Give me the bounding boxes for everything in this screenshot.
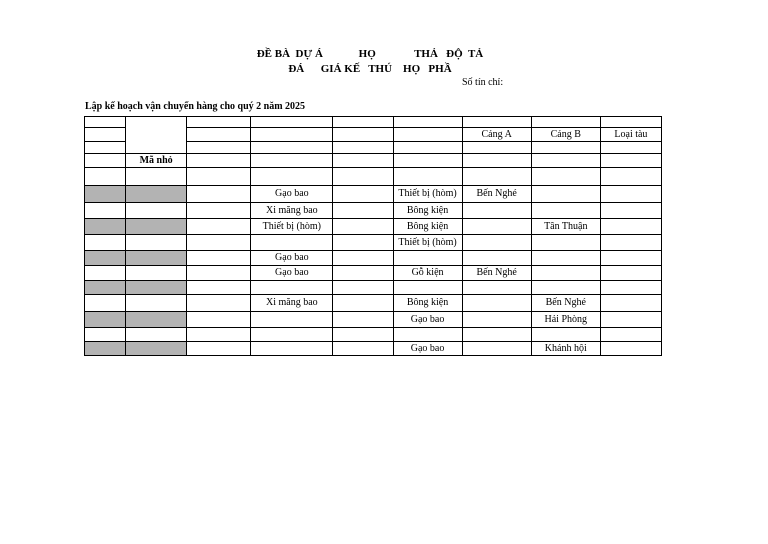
table-cell <box>393 128 462 142</box>
table-cell: Bến Nghé <box>462 266 531 281</box>
table-cell <box>600 281 661 295</box>
table-cell <box>251 142 333 154</box>
table-cell <box>333 312 393 328</box>
table-cell <box>531 328 600 342</box>
table-cell <box>393 251 462 266</box>
table-cell <box>85 142 126 154</box>
table-cell: Bến Nghé <box>462 186 531 203</box>
table-cell <box>126 203 187 219</box>
table-cell <box>462 281 531 295</box>
table-cell: Thiết bị (hòm) <box>251 219 333 235</box>
table-cell <box>85 235 126 251</box>
table-cell <box>333 266 393 281</box>
table-cell <box>251 168 333 186</box>
table-cell <box>531 142 600 154</box>
table-cell: Gỗ kiện <box>393 266 462 281</box>
table-cell <box>333 328 393 342</box>
table-cell: Bông kiện <box>393 219 462 235</box>
table-cell <box>126 281 187 295</box>
table-cell <box>187 128 251 142</box>
table-cell <box>333 154 393 168</box>
table-cell <box>333 235 393 251</box>
document-title-line-1: ĐỀ BÀ DỰ Á HỌ THẢ ĐỘ TẢ <box>256 48 484 60</box>
table-cell <box>85 251 126 266</box>
table-cell <box>187 186 251 203</box>
table-cell <box>85 295 126 312</box>
table-cell: Thiết bị (hòm) <box>393 235 462 251</box>
table-cell <box>600 295 661 312</box>
table-cell: Gạo bao <box>393 342 462 356</box>
table-cell <box>251 312 333 328</box>
table-cell <box>251 342 333 356</box>
table-cell <box>600 117 661 128</box>
table-cell <box>393 154 462 168</box>
table-cell <box>187 219 251 235</box>
table-row <box>85 235 662 251</box>
table-cell <box>531 203 600 219</box>
table-cell <box>85 186 126 203</box>
table-cell <box>531 117 600 128</box>
table-cell <box>333 203 393 219</box>
table-cell <box>85 266 126 281</box>
table-cell <box>187 342 251 356</box>
table-header-row <box>85 142 662 154</box>
table-cell <box>126 168 187 186</box>
table-cell <box>531 168 600 186</box>
table-cell: Xi măng bao <box>251 295 333 312</box>
table-row <box>85 328 662 342</box>
table-header-row <box>85 128 662 142</box>
table-cell <box>126 266 187 281</box>
table-cell <box>462 235 531 251</box>
table-cell <box>333 117 393 128</box>
document-title-line-2: ĐÁ GIÁ KẾ THÚ HỌ PHẦ <box>288 63 452 75</box>
table-cell <box>126 235 187 251</box>
table-cell <box>600 154 661 168</box>
table-cell <box>333 295 393 312</box>
table-cell <box>600 219 661 235</box>
table-cell: Bông kiện <box>393 203 462 219</box>
table-cell <box>126 186 187 203</box>
table-cell <box>600 203 661 219</box>
table-header-row <box>85 154 662 168</box>
table-cell <box>187 203 251 219</box>
table-cell <box>126 128 187 142</box>
table-cell <box>531 235 600 251</box>
table-row <box>85 203 662 219</box>
table-cell: Gạo bao <box>251 186 333 203</box>
col-header-cang-b: Cảng B <box>531 128 600 142</box>
table-cell <box>333 281 393 295</box>
table-cell <box>393 142 462 154</box>
table-cell: Gạo bao <box>251 251 333 266</box>
table-cell: Khánh hội <box>531 342 600 356</box>
table-cell <box>600 235 661 251</box>
table-row <box>85 281 662 295</box>
table-cell <box>85 312 126 328</box>
table-cell <box>462 117 531 128</box>
table-cell <box>333 219 393 235</box>
table-cell <box>85 154 126 168</box>
table-cell <box>251 128 333 142</box>
table-cell: Gạo bao <box>393 312 462 328</box>
table-row <box>85 186 662 203</box>
table-cell <box>126 117 187 128</box>
table-cell <box>531 186 600 203</box>
col-header-loai-tau: Loại tàu <box>600 128 661 142</box>
table-cell <box>85 281 126 295</box>
table-cell <box>393 117 462 128</box>
table-cell <box>187 328 251 342</box>
table-cell <box>600 168 661 186</box>
table-cell <box>85 168 126 186</box>
table-cell <box>187 142 251 154</box>
table-cell <box>393 328 462 342</box>
table-cell <box>531 154 600 168</box>
table-cell <box>531 251 600 266</box>
table-cell <box>333 142 393 154</box>
table-cell <box>462 342 531 356</box>
table-cell <box>251 154 333 168</box>
table-cell <box>333 251 393 266</box>
table-cell <box>251 281 333 295</box>
table-cell <box>85 203 126 219</box>
table-cell <box>600 328 661 342</box>
table-cell <box>333 168 393 186</box>
table-cell <box>600 142 661 154</box>
table-cell <box>187 168 251 186</box>
table-cell: Hải Phòng <box>531 312 600 328</box>
table-cell <box>85 342 126 356</box>
table-cell <box>600 186 661 203</box>
table-cell <box>462 203 531 219</box>
table-row <box>85 312 662 328</box>
table-row <box>85 251 662 266</box>
table-cell <box>251 235 333 251</box>
table-row <box>85 219 662 235</box>
table-cell <box>126 312 187 328</box>
table-cell <box>85 328 126 342</box>
table-cell <box>187 235 251 251</box>
table-cell <box>531 266 600 281</box>
table-cell <box>333 186 393 203</box>
table-cell <box>187 154 251 168</box>
table-cell <box>85 128 126 142</box>
table-cell <box>333 128 393 142</box>
table-cell <box>187 295 251 312</box>
table-cell <box>462 219 531 235</box>
table-row <box>85 266 662 281</box>
table-cell <box>600 342 661 356</box>
table-cell <box>462 328 531 342</box>
table-cell <box>531 281 600 295</box>
table-header-row <box>85 117 662 128</box>
table-cell <box>187 251 251 266</box>
table-cell <box>187 312 251 328</box>
table-header-row <box>85 168 662 186</box>
table-cell: Thiết bị (hòm) <box>393 186 462 203</box>
col-header-cang-a: Cảng A <box>462 128 531 142</box>
table-cell: Bến Nghé <box>531 295 600 312</box>
table-cell <box>393 168 462 186</box>
table-cell <box>462 154 531 168</box>
shipping-plan-table <box>84 116 662 356</box>
label-ma-nho: Mã nhỏ <box>126 154 187 168</box>
table-cell <box>462 312 531 328</box>
table-cell <box>251 117 333 128</box>
table-cell <box>126 219 187 235</box>
table-cell <box>462 168 531 186</box>
table-cell: Bông kiện <box>393 295 462 312</box>
table-cell <box>187 117 251 128</box>
table-cell <box>126 328 187 342</box>
table-cell <box>393 281 462 295</box>
table-cell: Xi măng bao <box>251 203 333 219</box>
table-cell: Tân Thuận <box>531 219 600 235</box>
table-cell <box>187 266 251 281</box>
table-row <box>85 295 662 312</box>
table-cell <box>251 328 333 342</box>
table-cell <box>126 295 187 312</box>
table-cell <box>85 219 126 235</box>
table-cell <box>333 342 393 356</box>
table-cell <box>126 342 187 356</box>
table-cell <box>600 251 661 266</box>
table-cell <box>126 251 187 266</box>
section-title: Lập kế hoạch vận chuyển hàng cho quý 2 năm 2025 <box>85 101 306 112</box>
table-cell: Gạo bao <box>251 266 333 281</box>
table-cell <box>462 251 531 266</box>
table-row <box>85 342 662 356</box>
table-cell <box>462 295 531 312</box>
table-cell <box>600 312 661 328</box>
credits-label: Số tín chỉ: <box>462 77 504 88</box>
table-cell <box>126 142 187 154</box>
table-cell <box>462 142 531 154</box>
table-cell <box>600 266 661 281</box>
table-cell <box>85 117 126 128</box>
table-cell <box>187 281 251 295</box>
